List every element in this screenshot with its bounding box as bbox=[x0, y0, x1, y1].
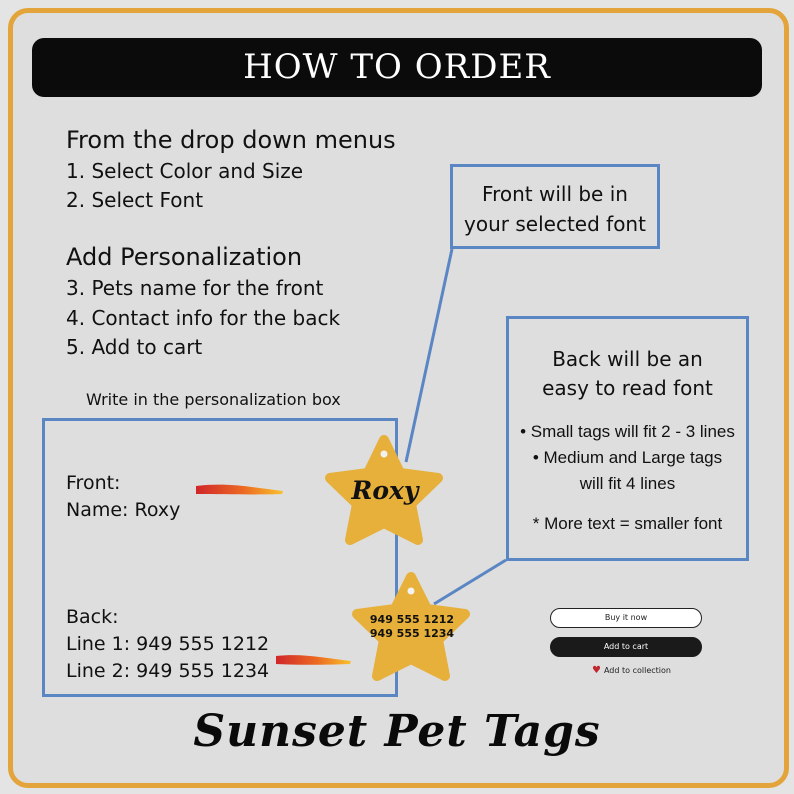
add-to-cart-button[interactable]: Add to cart bbox=[550, 637, 702, 657]
example-back-line-1: Line 1: 949 555 1212 bbox=[66, 633, 270, 655]
front-tag-name: Roxy bbox=[351, 476, 419, 505]
callout-back-bullet-medium: • Medium and Large tags bbox=[532, 448, 723, 467]
back-tag-hole bbox=[408, 588, 415, 595]
page-title: HOW TO ORDER bbox=[32, 38, 762, 97]
step-4: 4. Contact info for the back bbox=[66, 306, 341, 330]
front-tag-hole bbox=[381, 451, 388, 458]
callout-back-bullet-small: • Small tags will fit 2 - 3 lines bbox=[520, 422, 735, 441]
example-front-name: Name: Roxy bbox=[66, 499, 181, 521]
step-5: 5. Add to cart bbox=[66, 335, 203, 359]
example-front-label: Front: bbox=[66, 472, 121, 494]
personalization-title: Add Personalization bbox=[66, 243, 303, 271]
back-tag-line-1: 949 555 1212 bbox=[369, 613, 455, 626]
callout-front-line-2: your selected font bbox=[464, 212, 646, 236]
brand-logo: Sunset Pet Tags bbox=[193, 706, 601, 757]
buy-it-now-button[interactable]: Buy it now bbox=[550, 608, 702, 628]
step-3: 3. Pets name for the front bbox=[66, 276, 324, 300]
menus-title: From the drop down menus bbox=[66, 126, 396, 154]
add-to-collection-label: Add to collection bbox=[603, 666, 671, 675]
callout-back-bullet-medium-cont: will fit 4 lines bbox=[579, 474, 676, 493]
callout-front-line-1: Front will be in bbox=[482, 182, 628, 206]
step-1: 1. Select Color and Size bbox=[66, 159, 304, 183]
callout-back-head-2: easy to read font bbox=[542, 376, 713, 400]
add-to-collection-link[interactable] bbox=[592, 665, 671, 676]
example-back-line-2: Line 2: 949 555 1234 bbox=[66, 660, 270, 682]
callout-back-head-1: Back will be an bbox=[552, 347, 703, 371]
back-tag-line-2: 949 555 1234 bbox=[369, 627, 455, 640]
personalization-hint: Write in the personalization box bbox=[86, 390, 341, 409]
back-callout-connector bbox=[434, 560, 506, 604]
back-arrow-icon bbox=[276, 655, 351, 665]
front-arrow-icon bbox=[196, 485, 283, 495]
step-2: 2. Select Font bbox=[66, 188, 204, 212]
front-callout-connector bbox=[406, 249, 452, 462]
callout-back-note: * More text = smaller font bbox=[532, 514, 723, 533]
heart-icon: ♥ bbox=[592, 665, 601, 676]
example-back-label: Back: bbox=[66, 606, 119, 628]
